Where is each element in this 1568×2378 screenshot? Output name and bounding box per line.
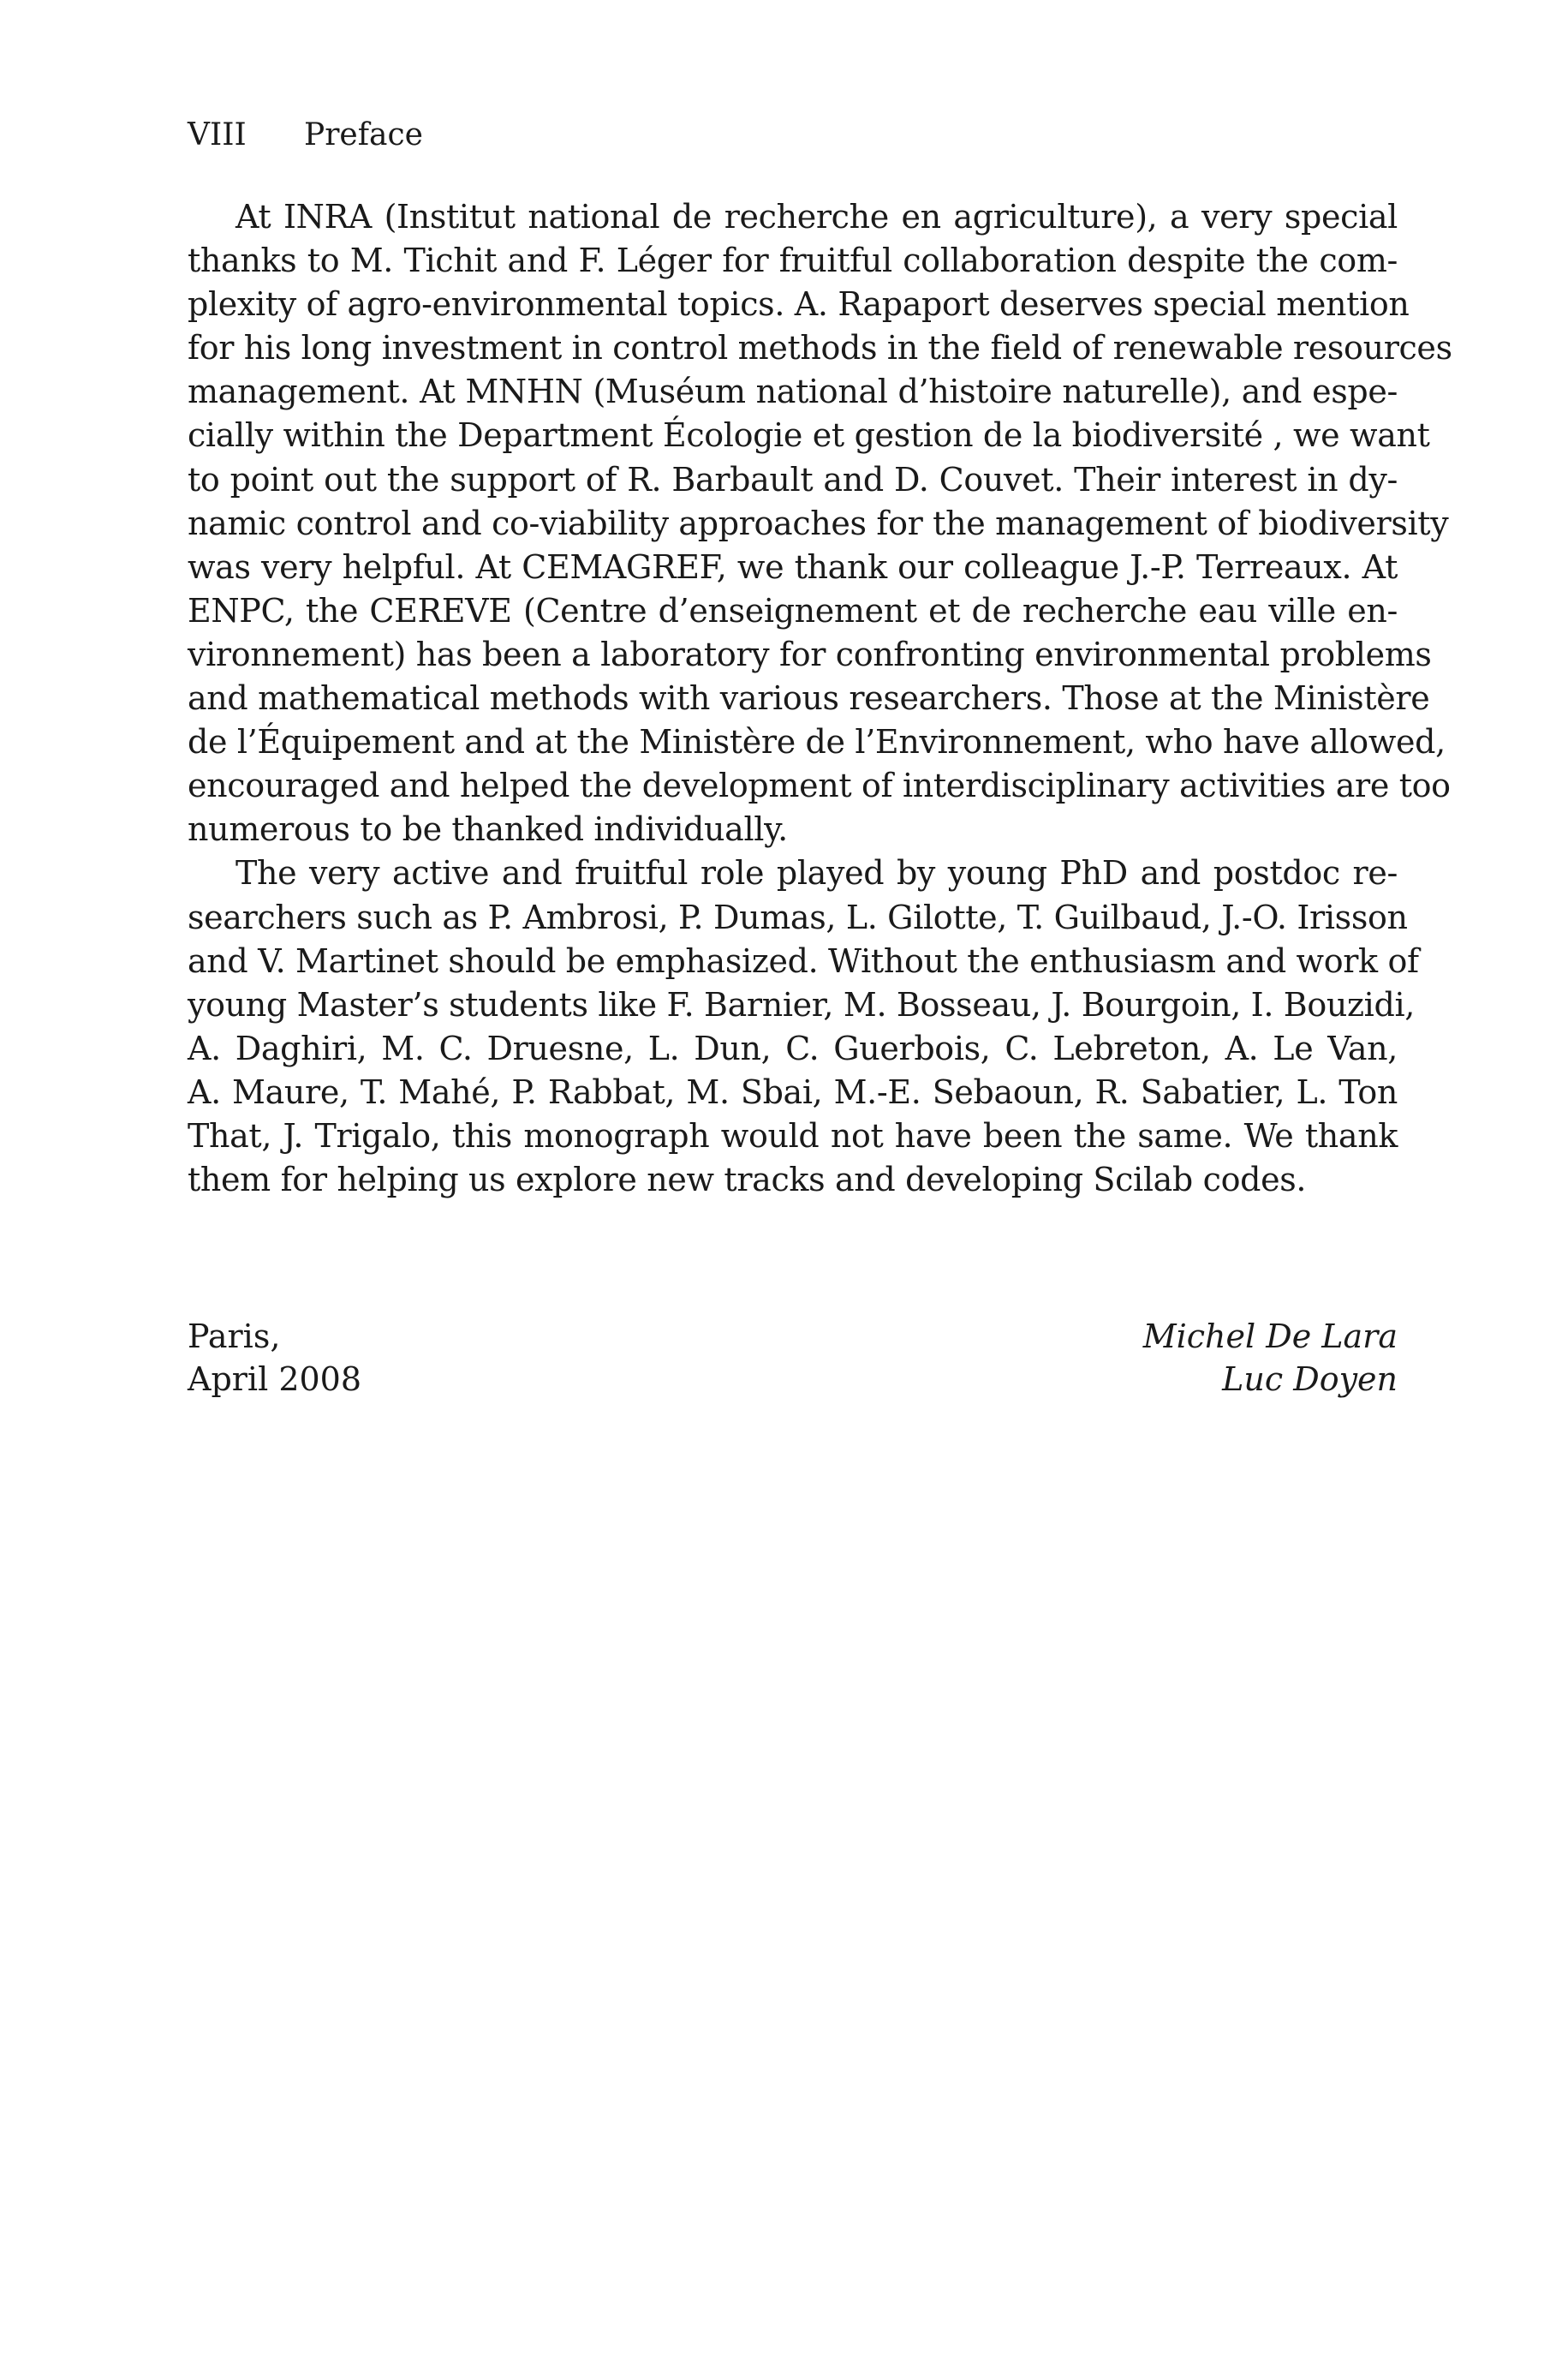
paragraph-2: [188, 851, 1419, 1202]
text-line: was very helpful. At CEMAGREF, we thank our colleague J.-P. Terreaux. At: [188, 547, 1398, 586]
text-line: encouraged and helped the development of interdisciplinary activities are too: [188, 767, 1451, 805]
place: Paris,: [188, 1317, 281, 1355]
page-number: VIII: [188, 117, 247, 152]
text-line: de l’Équipement and at the Ministère de l’Environnement, who have allowed,: [188, 723, 1446, 762]
text-line: namic control and co-viability approaches for the management of biodiversity: [188, 504, 1449, 542]
text-line: for his long investment in control methods in the field of renewable resources: [188, 329, 1452, 367]
author-name: Luc Doyen: [1222, 1360, 1398, 1398]
text-line: and mathematical methods with various researchers. Those at the Ministère: [188, 679, 1430, 718]
text-line: management. At MNHN (Muséum national d’histoire naturelle), and espe-: [188, 373, 1398, 411]
text-line: and V. Martinet should be emphasized. Without the enthusiasm and work of: [188, 941, 1419, 980]
date: April 2008: [188, 1360, 362, 1398]
preface-body: [188, 195, 1452, 1202]
text-line: A. Maure, T. Mahé, P. Rabbat, M. Sbai, M.-E. Sebaoun, R. Sabatier, L. Ton: [188, 1072, 1398, 1111]
text-line: A. Daghiri, M. C. Druesne, L. Dun, C. Guerbois, C. Lebreton, A. Le Van,: [188, 1029, 1398, 1067]
author-name: Michel De Lara: [1142, 1317, 1398, 1355]
place-and-date: [188, 1315, 361, 1401]
text-line: thanks to M. Tichit and F. Léger for fruitful collaboration despite the com-: [188, 242, 1398, 280]
text-line: cially within the Department Écologie et gestion de la biodiversité , we want: [188, 416, 1430, 455]
text-line: The very active and fruitful role played by young PhD and postdoc re-: [235, 854, 1398, 893]
text-line: At INRA (Institut national de recherche en agriculture), a very special: [235, 198, 1398, 236]
section-title: Preface: [304, 117, 423, 152]
text-line: young Master’s students like F. Barnier, M. Bosseau, J. Bourgoin, I. Bouzidi,: [188, 985, 1415, 1024]
text-line: That, J. Trigalo, this monograph would not have been the same. We thank: [188, 1116, 1398, 1155]
text-line: vironnement) has been a laboratory for confronting environmental problems: [188, 635, 1432, 673]
text-line: numerous to be thanked individually.: [188, 810, 788, 849]
running-head: [188, 117, 423, 154]
text-line: to point out the support of R. Barbault and D. Couvet. Their interest in dy-: [188, 460, 1398, 499]
author-signatures: [1143, 1315, 1398, 1401]
text-line: plexity of agro-environmental topics. A. Rapaport deserves special mention: [188, 285, 1410, 324]
text-line: searchers such as P. Ambrosi, P. Dumas, L. Gilotte, T. Guilbaud, J.-O. Irisson: [188, 898, 1408, 936]
paragraph-1: [188, 195, 1452, 851]
text-line: them for helping us explore new tracks and developing Scilab codes.: [188, 1161, 1307, 1199]
text-line: ENPC, the CEREVE (Centre d’enseignement et de recherche eau ville en-: [188, 591, 1398, 630]
